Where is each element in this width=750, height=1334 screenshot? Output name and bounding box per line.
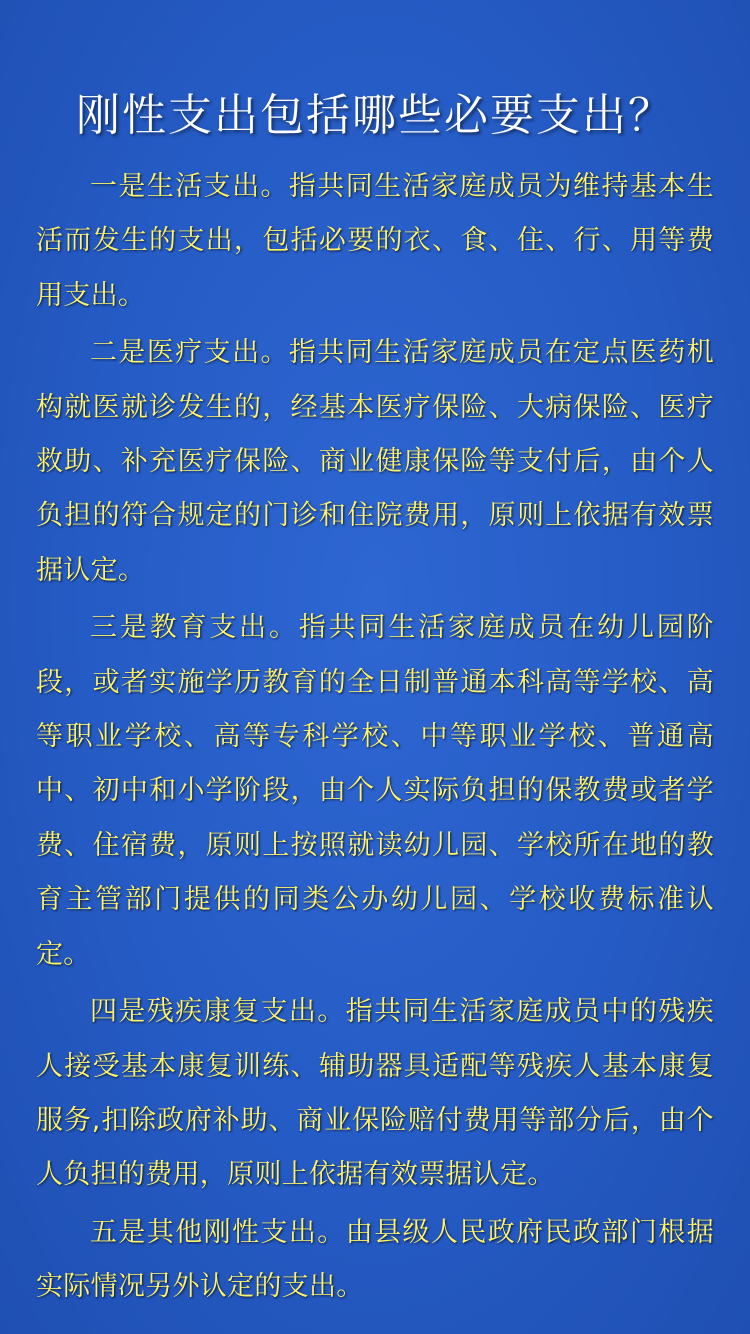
page-title: 刚性支出包括哪些必要支出？ <box>76 90 674 141</box>
paragraph-other-expense: 五是其他刚性支出。由县级人民政府民政部门根据实际情况另外认定的支出。 <box>36 1216 714 1303</box>
paragraph-medical-expense: 二是医疗支出。指共同生活家庭成员在定点医药机构就医就诊发生的，经基本医疗保险、大病保险、医疗救助、补充医疗保险、商业健康保险等支付后，由个人负担的符合规定的门诊和住院费用，原则上依据有效票据认定。 <box>36 337 714 586</box>
paragraph-living-expense: 一是生活支出。指共同生活家庭成员为维持基本生活而发生的支出，包括必要的衣、食、住、行、用等费用支出。 <box>36 171 714 311</box>
paragraph-education-expense: 三是教育支出。指共同生活家庭成员在幼儿园阶段，或者实施学历教育的全日制普通本科高等学校、高等职业学校、高等专科学校、中等职业学校、普通高中、初中和小学阶段，由个人实际负担的保教费或者学费、住宿费，原则上按照就读幼儿园、学校所在地的教育主管部门提供的同类公办幼儿园、学校收费标准认定。 <box>36 612 714 970</box>
paragraph-rehabilitation-expense: 四是残疾康复支出。指共同生活家庭成员中的残疾人接受基本康复训练、辅助器具适配等残疾人基本康复服务,扣除政府补助、商业保险赔付费用等部分后，由个人负担的费用，原则上依据有效票据认定。 <box>36 996 714 1191</box>
